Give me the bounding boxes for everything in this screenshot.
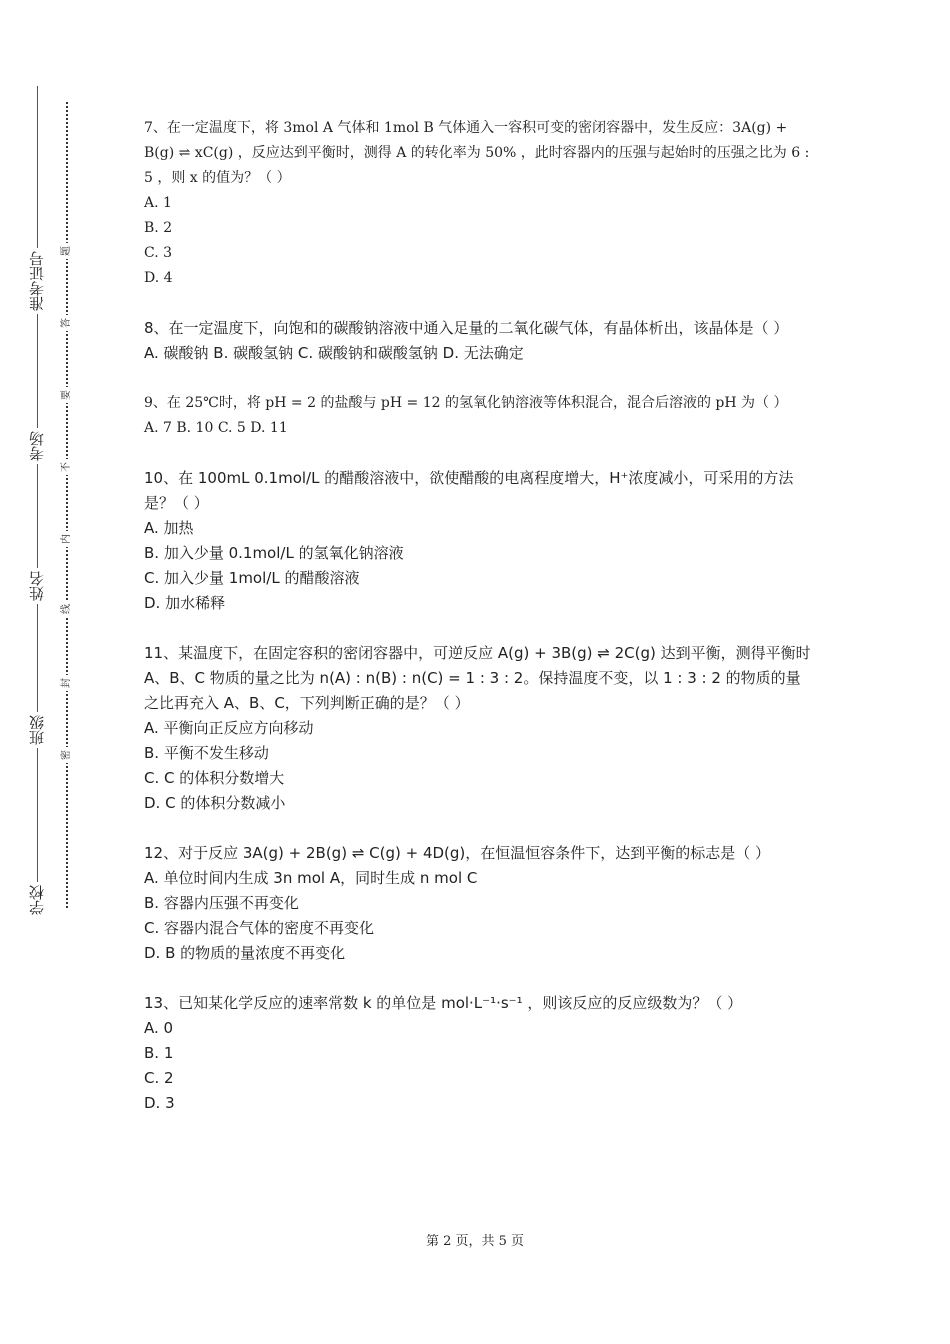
option-d: D. 4 [144,270,173,286]
seal-char: 不 [60,459,74,475]
school-label: 学校 [23,882,51,918]
question-text: 10、在 100mL 0.1mol/L 的醋酸溶液中，欲使醋酸的电离程度增大，H⁺浓度减小，可采用的方法是？（ ） [144,469,794,512]
option-d: D. C 的体积分数减小 [144,794,286,812]
seal-char: 答 [60,315,74,331]
binding-dotted-line [66,102,68,908]
option-c: C. 2 [144,1069,174,1087]
option-c: C. 3 [144,245,173,261]
seal-char: 封 [60,675,74,691]
seal-char: 要 [60,387,74,403]
question-text: 13、已知某化学反应的速率常数 k 的单位是 mol·L⁻¹·s⁻¹ ，则该反应的反应级数为？（ ） [144,994,743,1012]
question-12 [144,841,814,966]
option-d: D. 加水稀释 [144,594,226,612]
question-text: 11、某温度下，在固定容积的密闭容器中，可逆反应 A(g) + 3B(g) ⇌ 2C(g) 达到平衡，测得平衡时 A、B、C 物质的量之比为 n(A) : n(B) : n(C) = 1 : 3 : 2。保持温度不变，以 1 : 3 : 2 的物质的量之比再充入 A、B、C，下列判断正确的是？（ ） [144,644,811,712]
option-d: D. 3 [144,1094,175,1112]
question-8 [144,316,814,366]
option-b: B. 平衡不发生移动 [144,744,269,762]
option-c: C. C 的体积分数增大 [144,769,285,787]
question-11 [144,641,814,816]
page-footer: 第 2 页，共 5 页 [425,1234,525,1249]
binding-solid-line [37,86,38,906]
option-c: C. 加入少量 1mol/L 的醋酸溶液 [144,569,360,587]
option-a: A. 0 [144,1019,174,1037]
seal-char: 内 [60,531,74,547]
question-10 [144,466,814,616]
option-b: B. 2 [144,220,173,236]
question-text: 7、在一定温度下，将 3mol A 气体和 1mol B 气体通入一容积可变的密闭容器中，发生反应：3A(g) + B(g) ⇌ xC(g) ，反应达到平衡时，测得 A 的转化率为 50% ，此时容器内的压强与起始时的压强之比为 6 : 5 ，则 x 的值为？（ ） [144,120,810,186]
question-text: 9、在 25℃时，将 pH = 2 的盐酸与 pH = 12 的氢氧化钠溶液等体积混合，混合后溶液的 pH 为（ ） [144,395,788,411]
option-c: C. 容器内混合气体的密度不再变化 [144,919,375,937]
question-7 [144,116,814,291]
seal-char: 题 [60,243,74,259]
question-list [144,116,814,1116]
name-label: 姓名 [23,568,51,604]
class-label: 班级 [23,712,51,748]
seal-char: 线 [60,601,74,617]
options-line: A. 7 B. 10 C. 5 D. 11 [144,420,288,436]
question-9 [144,391,814,441]
question-text: 8、在一定温度下，向饱和的碳酸钠溶液中通入足量的二氧化碳气体，有晶体析出，该晶体是（ ） [144,319,789,337]
exam-room-label: 考场 [23,428,51,464]
option-a: A. 平衡向正反应方向移动 [144,719,314,737]
seal-char: 密 [60,747,74,763]
question-13 [144,991,814,1116]
options-line: A. 碳酸钠 B. 碳酸氢钠 C. 碳酸钠和碳酸氢钠 D. 无法确定 [144,344,524,362]
question-text: 12、对于反应 3A(g) + 2B(g) ⇌ C(g) + 4D(g)，在恒温恒容条件下，达到平衡的标志是（ ） [144,844,771,862]
option-a: A. 加热 [144,519,194,537]
option-a: A. 1 [144,195,172,211]
exam-number-label: 准考证号 [23,248,51,314]
option-a: A. 单位时间内生成 3n mol A，同时生成 n mol C [144,869,478,887]
option-b: B. 加入少量 0.1mol/L 的氢氧化钠溶液 [144,544,404,562]
option-d: D. B 的物质的量浓度不再变化 [144,944,346,962]
option-b: B. 容器内压强不再变化 [144,894,299,912]
option-b: B. 1 [144,1044,174,1062]
